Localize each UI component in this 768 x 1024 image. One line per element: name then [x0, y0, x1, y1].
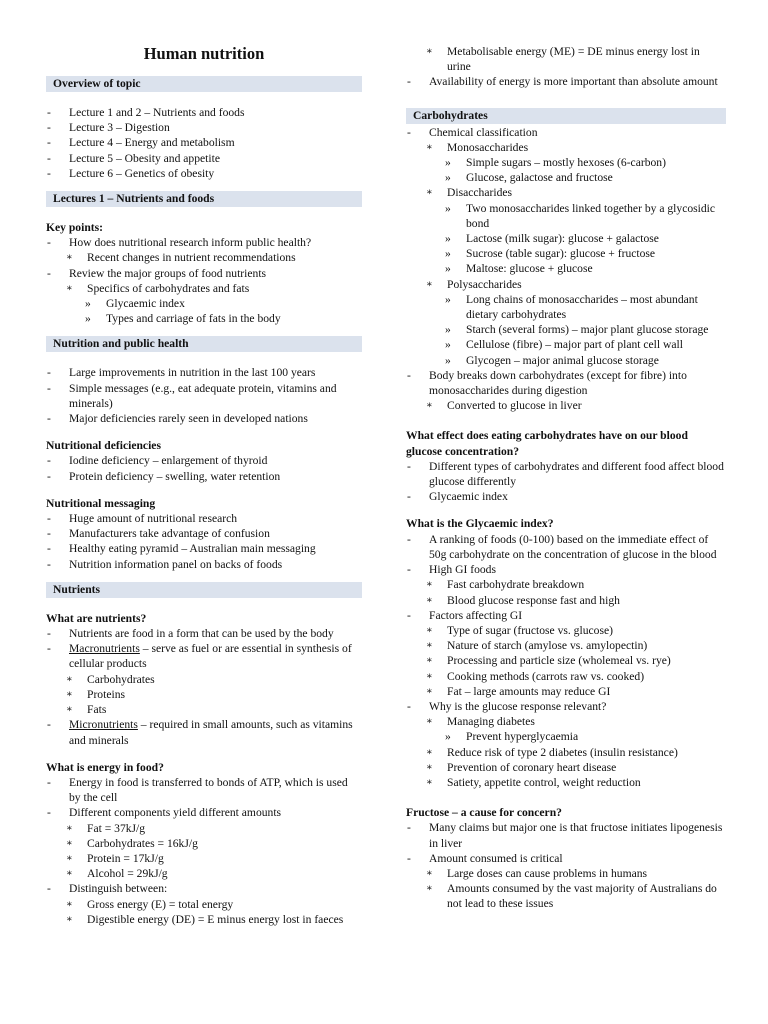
list-item: ∗ Disaccharides — [406, 185, 726, 200]
left-column — [46, 0, 362, 927]
list-item: ∗ Nature of starch (amylose vs. amylopectin) — [406, 638, 726, 653]
list-item: ∗ Carbohydrates — [46, 672, 362, 687]
list-item: ∗ Monosaccharides — [406, 140, 726, 155]
list-item: - Glycaemic index — [406, 489, 726, 504]
list-item — [46, 641, 362, 671]
list-item: - Why is the glucose response relevant? — [406, 699, 726, 714]
list-item: ∗ Protein = 17kJ/g — [46, 851, 362, 866]
list-item: - Major deficiencies rarely seen in developed nations — [46, 411, 362, 426]
list-item: - Distinguish between: — [46, 881, 362, 896]
list-item: - How does nutritional research inform public health? — [46, 235, 362, 250]
list-item: - Nutrients are food in a form that can be used by the body — [46, 626, 362, 641]
section-header-nutrition-and-public-health: Nutrition and public health — [46, 336, 362, 352]
list-item: ∗ Recent changes in nutrient recommendations — [46, 250, 362, 265]
list-item: ∗ Managing diabetes — [406, 714, 726, 729]
list-item: - Manufacturers take advantage of confusion — [46, 526, 362, 541]
list-item: - Healthy eating pyramid – Australian main messaging — [46, 541, 362, 556]
list-item: ∗ Type of sugar (fructose vs. glucose) — [406, 623, 726, 638]
list-item: - High GI foods — [406, 562, 726, 577]
term-definition: – serve as fuel or are essential in synthesis of cellular products — [69, 642, 352, 671]
term-definition: – required in small amounts, such as vitamins and minerals — [69, 718, 353, 747]
list-item: ∗ Fats — [46, 702, 362, 717]
list-item: - Nutrition information panel on backs of foods — [46, 557, 362, 572]
subheading: What is the Glycaemic index? — [406, 517, 554, 531]
list-item: ∗ Polysaccharides — [406, 277, 726, 292]
list-item: » Glucose, galactose and fructose — [406, 170, 726, 185]
list-item: ∗ Blood glucose response fast and high — [406, 593, 726, 608]
list-item: - Availability of energy is more important than absolute amount — [406, 74, 726, 89]
list-item: - Many claims but major one is that fructose initiates lipogenesis in liver — [406, 820, 726, 850]
list-item: » Glycogen – major animal glucose storage — [406, 353, 726, 368]
list-item: - Large improvements in nutrition in the last 100 years — [46, 365, 362, 380]
list-item: ∗ Alcohol = 29kJ/g — [46, 866, 362, 881]
list-item: ∗ Digestible energy (DE) = E minus energy lost in faeces — [46, 912, 362, 927]
list-item: » Prevent hyperglycaemia — [406, 729, 726, 744]
list-item: ∗ Fat – large amounts may reduce GI — [406, 684, 726, 699]
list-item: - Iodine deficiency – enlargement of thyroid — [46, 453, 362, 468]
term: Macronutrients — [69, 642, 140, 656]
section-header-carbohydrates: Carbohydrates — [406, 108, 726, 124]
list-item: » Starch (several forms) – major plant glucose storage — [406, 322, 726, 337]
list-item: » Sucrose (table sugar): glucose + fructose — [406, 246, 726, 261]
list-item: » Lactose (milk sugar): glucose + galactose — [406, 231, 726, 246]
list-item: - Energy in food is transferred to bonds of ATP, which is used by the cell — [46, 775, 362, 805]
section-header-lectures-1-nutrients-and-foods: Lectures 1 – Nutrients and foods — [46, 191, 362, 207]
list-item: ∗ Satiety, appetite control, weight reduction — [406, 775, 726, 790]
list-item: » Two monosaccharides linked together by a glycosidic bond — [406, 201, 726, 231]
list-item: » Maltose: glucose + glucose — [406, 261, 726, 276]
subheading: Nutritional deficiencies — [46, 439, 161, 453]
list-item: » Long chains of monosaccharides – most abundant dietary carbohydrates — [406, 292, 726, 322]
list-item: ∗ Gross energy (E) = total energy — [46, 897, 362, 912]
list-item: ∗ Reduce risk of type 2 diabetes (insulin resistance) — [406, 745, 726, 760]
list-item: - Lecture 3 – Digestion — [46, 120, 362, 135]
list-item: - Different types of carbohydrates and different food affect blood glucose differently — [406, 459, 726, 489]
list-item: ∗ Processing and particle size (wholemeal vs. rye) — [406, 653, 726, 668]
term: Micronutrients — [69, 718, 138, 732]
list-item: - Lecture 5 – Obesity and appetite — [46, 151, 362, 166]
list-item: » Simple sugars – mostly hexoses (6-carbon) — [406, 155, 726, 170]
list-item: » Types and carriage of fats in the body — [46, 311, 362, 326]
section-header-nutrients: Nutrients — [46, 582, 362, 598]
list-item: - Lecture 4 – Energy and metabolism — [46, 135, 362, 150]
list-item: » Glycaemic index — [46, 296, 362, 311]
list-item: ∗ Fat = 37kJ/g — [46, 821, 362, 836]
list-item: ∗ Cooking methods (carrots raw vs. cooked) — [406, 669, 726, 684]
list-item: ∗ Proteins — [46, 687, 362, 702]
list-item: ∗ Converted to glucose in liver — [406, 398, 726, 413]
list-item: - Factors affecting GI — [406, 608, 726, 623]
list-item: ∗ Metabolisable energy (ME) = DE minus energy lost in urine — [406, 44, 726, 74]
list-item: ∗ Fast carbohydrate breakdown — [406, 577, 726, 592]
list-item: - Different components yield different amounts — [46, 805, 362, 820]
list-item: - Body breaks down carbohydrates (except for fibre) into monosaccharides during digestion — [406, 368, 726, 398]
list-item: » Cellulose (fibre) – major part of plant cell wall — [406, 337, 726, 352]
list-item: - Review the major groups of food nutrients — [46, 266, 362, 281]
list-item: - Lecture 1 and 2 – Nutrients and foods — [46, 105, 362, 120]
list-item: - Protein deficiency – swelling, water retention — [46, 469, 362, 484]
subheading: Nutritional messaging — [46, 496, 156, 510]
list-item: - Chemical classification — [406, 125, 726, 140]
list-item: - Huge amount of nutritional research — [46, 511, 362, 526]
list-item: ∗ Specifics of carbohydrates and fats — [46, 281, 362, 296]
list-item: - A ranking of foods (0-100) based on the immediate effect of 50g carbohydrate on the concentration of glucose in the blood — [406, 532, 726, 562]
subheading: What effect does eating carbohydrates have on our blood glucose concentration? — [406, 429, 688, 458]
list-item: ∗ Carbohydrates = 16kJ/g — [46, 836, 362, 851]
subheading: Key points: — [46, 221, 104, 235]
list-item: ∗ Large doses can cause problems in humans — [406, 866, 726, 881]
list-item: - Amount consumed is critical — [406, 851, 726, 866]
subheading: What is energy in food? — [46, 760, 164, 774]
right-column — [406, 0, 726, 912]
list-item: - Simple messages (e.g., eat adequate protein, vitamins and minerals) — [46, 381, 362, 411]
list-item: ∗ Prevention of coronary heart disease — [406, 760, 726, 775]
list-item: - Lecture 6 – Genetics of obesity — [46, 166, 362, 181]
list-item: ∗ Amounts consumed by the vast majority of Australians do not lead to these issues — [406, 881, 726, 911]
subheading: Fructose – a cause for concern? — [406, 806, 562, 820]
subheading: What are nutrients? — [46, 611, 147, 625]
section-header-overview-of-topic: Overview of topic — [46, 76, 362, 92]
document-title: Human nutrition — [143, 44, 265, 63]
list-item — [46, 717, 362, 747]
